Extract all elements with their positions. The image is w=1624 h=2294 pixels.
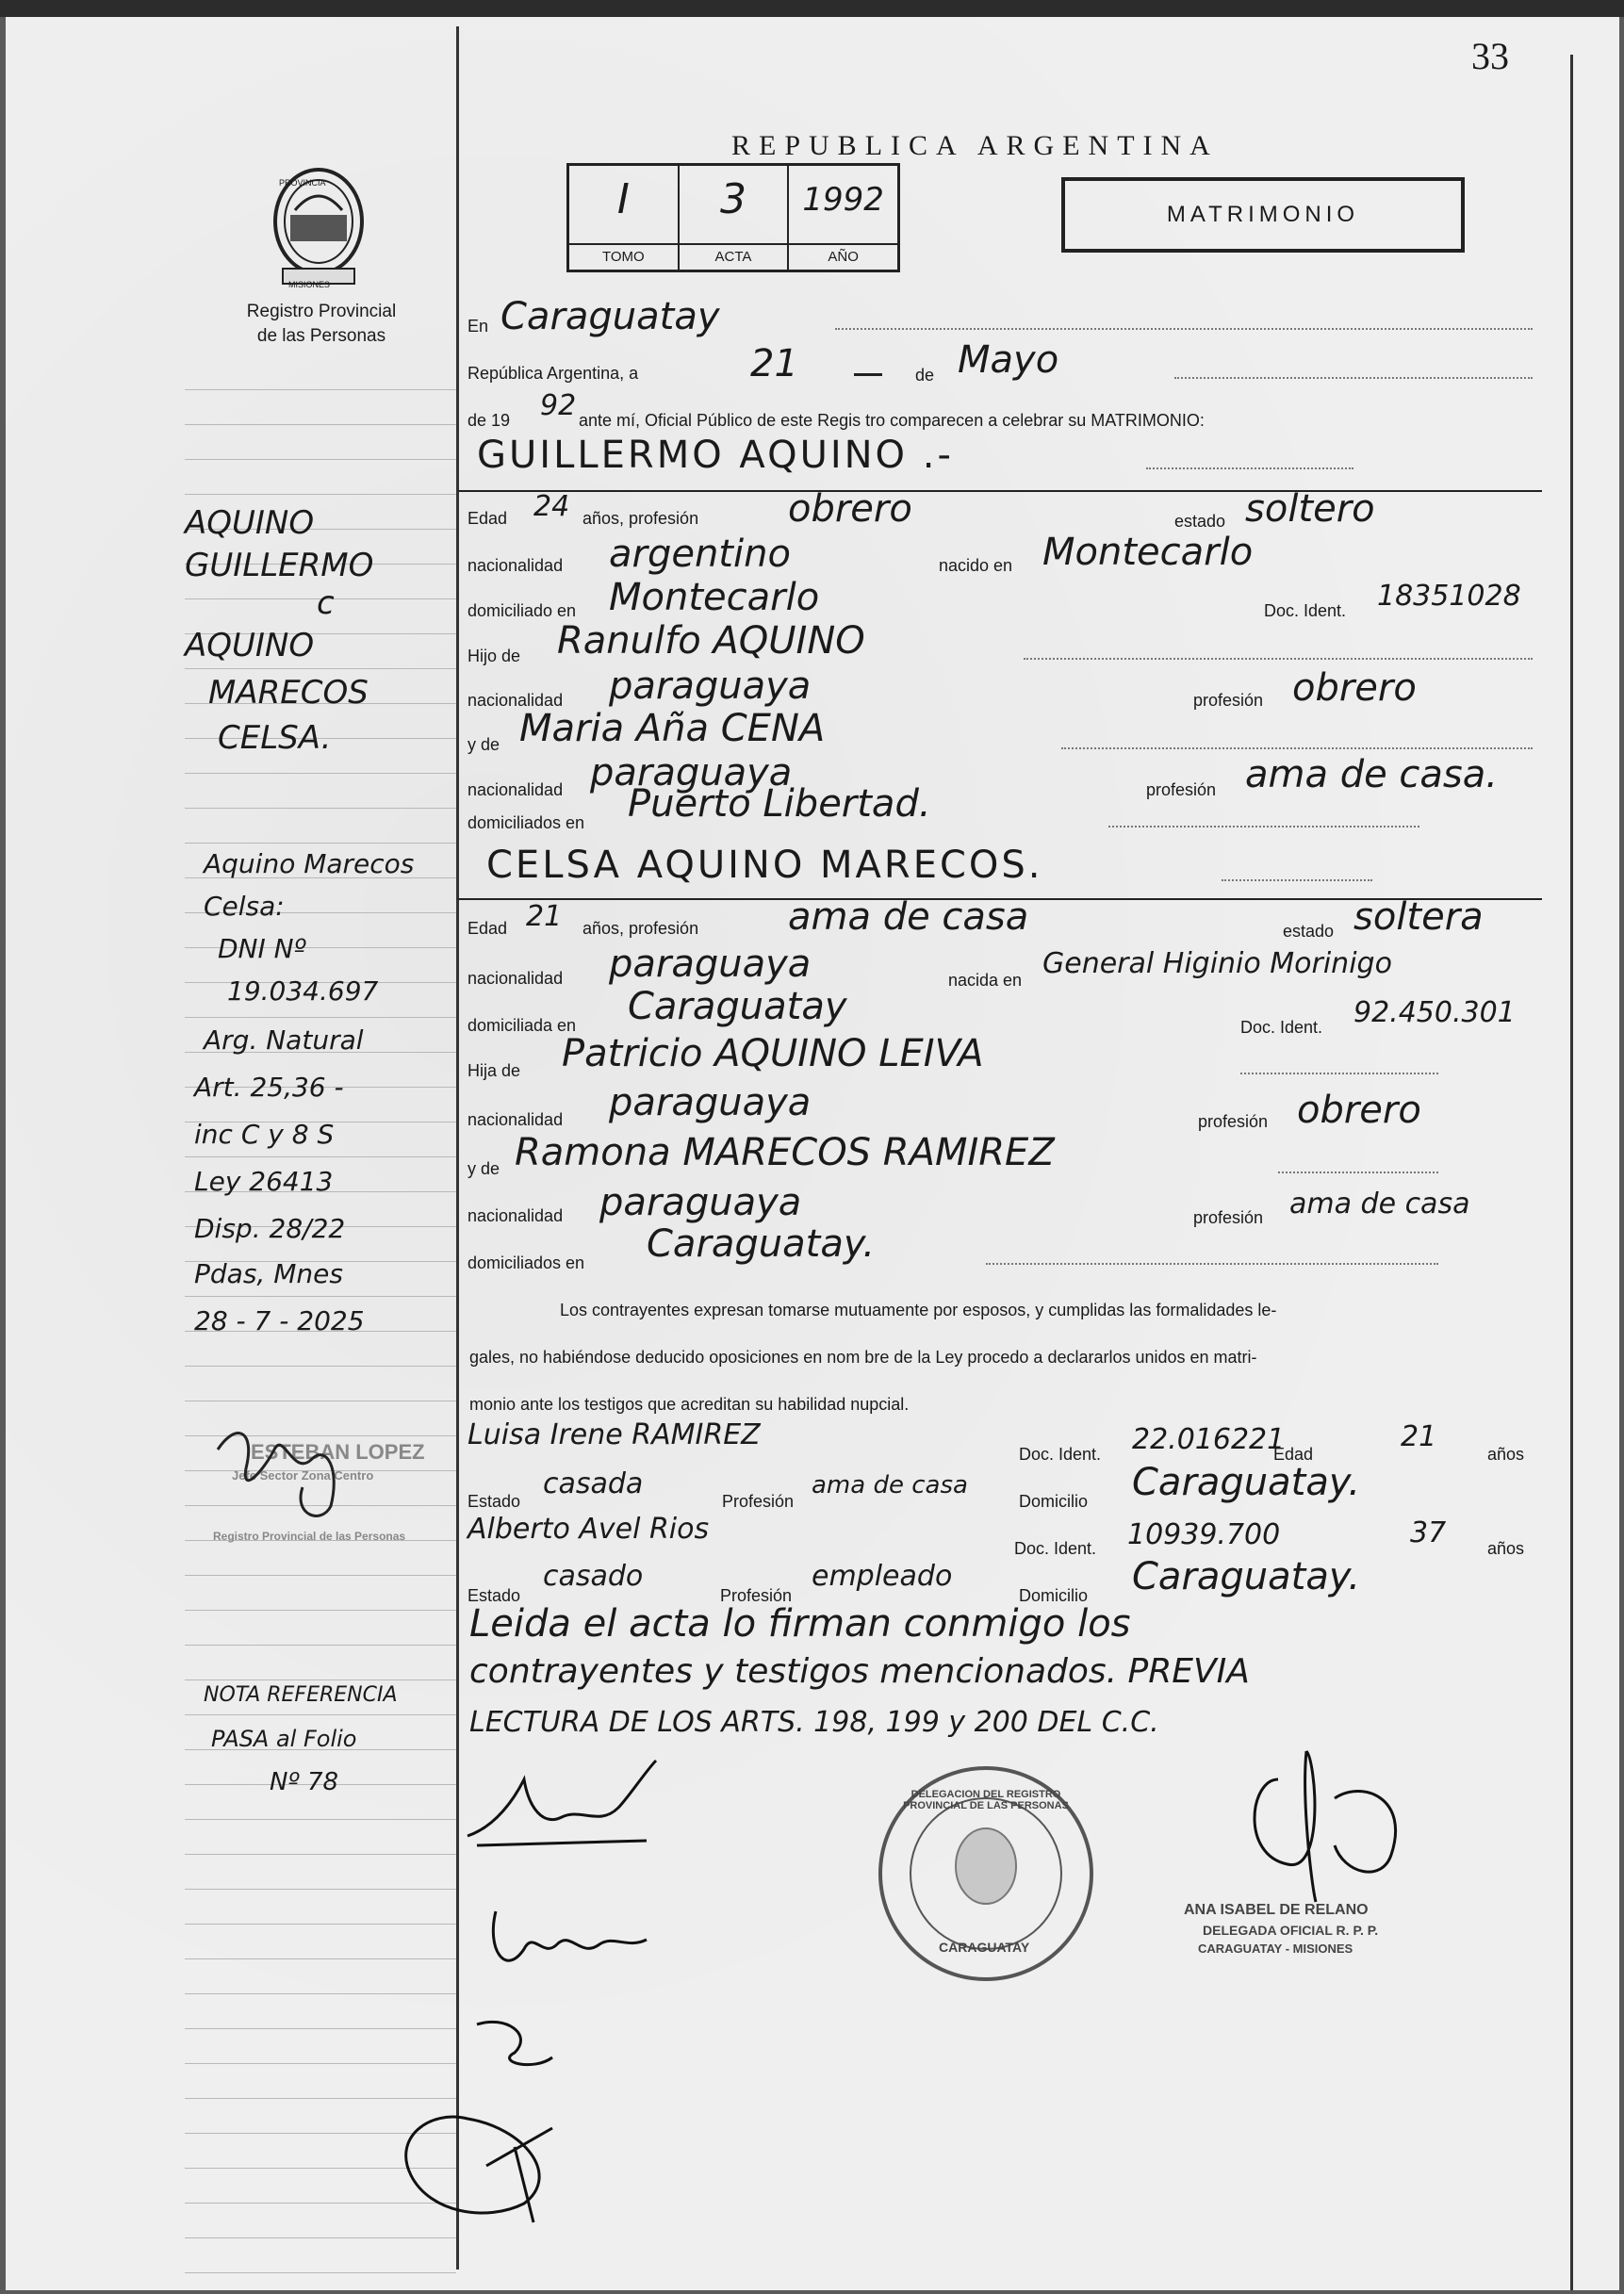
seal-bottom-text: MISIONES	[288, 280, 331, 289]
ruled-line	[185, 808, 456, 809]
margin-stamp-line-1: ESTEBAN LOPEZ	[251, 1440, 425, 1464]
witness1-doc: 22.016221	[1132, 1423, 1286, 1456]
label-nacionalidad: nacionalidad	[468, 1110, 564, 1129]
bride-father-nationality: paraguaya	[609, 1081, 812, 1124]
certificate-type: MATRIMONIO	[1061, 177, 1465, 253]
bride-name: CELSA AQUINO MARECOS.	[486, 844, 1043, 887]
ruled-line	[185, 1958, 456, 1959]
ruled-line	[185, 668, 456, 669]
witness1-profession: ama de casa	[812, 1471, 968, 1499]
dash	[854, 373, 882, 376]
ruled-line	[185, 1819, 456, 1820]
label-estado: Estado	[468, 1492, 521, 1511]
witness2-age: 37	[1410, 1516, 1447, 1549]
right-border	[1570, 55, 1573, 2290]
witness1-domicile: Caraguatay.	[1132, 1461, 1361, 1504]
ano-value: 1992	[802, 181, 884, 219]
note2-line-1: NOTA REFERENCIA	[204, 1683, 398, 1707]
ano-cell	[789, 166, 897, 270]
label-doc-ident: Doc. Ident.	[1014, 1539, 1097, 1558]
label-nacionalidad: nacionalidad	[468, 1206, 564, 1225]
act-year: 92	[540, 389, 577, 422]
closing-line-3: LECTURA DE LOS ARTS. 198, 199 y 200 DEL C.C.	[469, 1706, 1159, 1739]
acta-label: ACTA	[680, 243, 788, 270]
ruled-line	[185, 389, 456, 390]
margin-groom-line-2: GUILLERMO	[185, 547, 374, 584]
registry-office	[204, 300, 439, 349]
bride-parents-domicile: Caraguatay.	[647, 1222, 876, 1266]
groom-mother-profession: ama de casa.	[1245, 753, 1498, 796]
label-y-de: y de	[468, 735, 500, 754]
groom-status: soltero	[1245, 487, 1375, 531]
ruled-line	[185, 843, 456, 844]
label-edad: Edad	[468, 919, 508, 938]
bride-birthplace: General Higinio Morinigo	[1042, 947, 1392, 980]
acta-value: 3	[720, 175, 746, 223]
dotted-line	[1024, 658, 1533, 660]
label-anos-profesion: años, profesión	[582, 919, 699, 938]
tomo-value: I	[616, 175, 630, 223]
groom-father-profession: obrero	[1292, 666, 1417, 710]
bride-status: soltera	[1353, 895, 1484, 939]
label-edad: Edad	[468, 509, 508, 528]
dotted-line	[1222, 879, 1372, 881]
act-place: Caraguatay	[500, 295, 720, 338]
label-y-de: y de	[468, 1159, 500, 1178]
note-line-10: Pdas, Mnes	[194, 1258, 343, 1289]
label-de: de	[915, 366, 935, 385]
groom-signature-icon	[458, 1751, 684, 1864]
bride-profession: ama de casa	[788, 895, 1029, 939]
witness2-profession: empleado	[812, 1560, 953, 1593]
bride-doc: 92.450.301	[1353, 996, 1516, 1029]
country-title: REPUBLICA ARGENTINA	[731, 130, 1219, 161]
label-ante: ante mí, Oficial Público de este Regis tro comparecen a celebrar su MATRIMONIO:	[579, 411, 1205, 430]
ruled-line	[185, 2237, 456, 2238]
groom-domicile: Montecarlo	[609, 576, 820, 619]
label-profesion: profesión	[1193, 691, 1264, 710]
seal-top-text: PROVINCIA	[279, 178, 326, 188]
ruled-line	[185, 1156, 456, 1157]
ruled-line	[185, 424, 456, 425]
seal-ring-text: DELEGACION DEL REGISTRO PROVINCIAL DE LAS PERSONAS	[903, 1789, 1069, 1811]
witness1-name: Luisa Irene RAMIREZ	[468, 1418, 761, 1451]
ano-label: AÑO	[789, 243, 897, 270]
tomo-label: TOMO	[569, 243, 678, 270]
groom-mother: Maria Aña CENA	[519, 707, 826, 750]
witness1-age: 21	[1401, 1420, 1437, 1453]
body-line-3: monio ante los testigos que acreditan su habilidad nupcial.	[469, 1395, 910, 1414]
note2-line-3: Nº 78	[270, 1768, 339, 1796]
dotted-line	[835, 328, 1533, 330]
label-nacionalidad: nacionalidad	[468, 969, 564, 988]
dotted-line	[1146, 467, 1353, 469]
ruled-line	[185, 1296, 456, 1297]
label-anos-profesion: años, profesión	[582, 509, 699, 528]
label-domicilio: Domicilio	[1019, 1492, 1089, 1511]
groom-doc: 18351028	[1377, 580, 1521, 613]
closing-line-2: contrayentes y testigos mencionados. PREVIA	[469, 1652, 1250, 1691]
official-stamp-line-1: ANA ISABEL DE RELANO	[1184, 1902, 1369, 1918]
ruled-line	[185, 1889, 456, 1890]
witness2-status: casado	[543, 1560, 644, 1593]
ruled-line	[185, 1610, 456, 1611]
groom-age: 24	[533, 490, 570, 523]
margin-bride-line-3: CELSA.	[218, 719, 332, 757]
margin-divider	[456, 26, 459, 2269]
groom-father: Ranulfo AQUINO	[557, 619, 865, 663]
label-profesion: profesión	[1193, 1208, 1264, 1227]
note-line-11: 28 - 7 - 2025	[194, 1305, 365, 1336]
dotted-line	[1240, 1073, 1438, 1074]
margin-stamp-line-3: Registro Provincial de las Personas	[213, 1530, 406, 1543]
dotted-line	[986, 1263, 1438, 1265]
ruled-line	[185, 1924, 456, 1925]
ruled-line	[185, 1645, 456, 1646]
label-profesion: profesión	[1146, 780, 1217, 799]
note-line-3: DNI Nº	[218, 933, 306, 964]
label-domiciliado-en: domiciliado en	[468, 601, 577, 620]
dotted-line	[1061, 747, 1533, 749]
act-month: Mayo	[958, 338, 1059, 382]
seal-center-text: CARAGUATAY	[939, 1940, 1030, 1955]
note-line-5: Arg. Natural	[204, 1024, 364, 1056]
note2-line-2: PASA al Folio	[211, 1726, 357, 1752]
bride-domicile: Caraguatay	[628, 985, 847, 1028]
dotted-line	[1174, 377, 1533, 379]
ruled-line	[185, 1993, 456, 1994]
groom-birthplace: Montecarlo	[1042, 531, 1254, 574]
official-signature-icon	[1222, 1742, 1448, 1911]
note-line-9: Disp. 28/22	[194, 1213, 346, 1244]
label-doc-ident: Doc. Ident.	[1240, 1018, 1323, 1037]
margin-signature-icon	[199, 1412, 387, 1534]
margin-stamp-line-2: Jefe Sector Zona Centro	[232, 1468, 374, 1483]
margin-bride-line-2: MARECOS	[208, 674, 369, 712]
official-stamp-line-2: DELEGADA OFICIAL R. P. P.	[1203, 1923, 1379, 1938]
witness2-domicile: Caraguatay.	[1132, 1555, 1361, 1598]
official-stamp-line-3: CARAGUATAY - MISIONES	[1198, 1942, 1353, 1956]
act-day: 21	[750, 342, 798, 385]
dotted-line	[1108, 826, 1419, 827]
ruled-line	[185, 1366, 456, 1367]
label-nacionalidad: nacionalidad	[468, 691, 564, 710]
label-domiciliados-en: domiciliados en	[468, 1254, 585, 1272]
note-line-2: Celsa:	[204, 891, 285, 922]
groom-father-nationality: paraguaya	[609, 664, 812, 708]
ruled-line	[185, 459, 456, 460]
bride-mother-nationality: paraguaya	[599, 1181, 802, 1224]
witness-signatures-icon	[373, 2006, 637, 2232]
label-republica: República Argentina, a	[468, 364, 639, 383]
label-doc-ident: Doc. Ident.	[1264, 601, 1347, 620]
groom-mother-nationality: paraguaya	[590, 751, 793, 795]
scan-top-edge	[0, 0, 1624, 17]
ruled-line	[185, 2272, 456, 2273]
note-line-1: Aquino Marecos	[204, 848, 415, 879]
body-line-1: Los contrayentes expresan tomarse mutuamente por esposos, y cumplidas las formalidades le-	[560, 1301, 1277, 1319]
label-nacionalidad: nacionalidad	[468, 780, 564, 799]
body-line-2: gales, no habiéndose deducido oposiciones en nom bre de la Ley procedo a declararlos unidos en matri-	[469, 1348, 1257, 1367]
section-divider	[458, 490, 1542, 492]
label-hija-de: Hija de	[468, 1061, 521, 1080]
label-nacionalidad: nacionalidad	[468, 556, 564, 575]
closing-line-1: Leida el acta lo firman conmigo los	[469, 1602, 1131, 1646]
bride-mother-profession: ama de casa	[1289, 1188, 1470, 1221]
ruled-line	[185, 1575, 456, 1576]
label-de19: de 19	[468, 411, 511, 430]
ruled-line	[185, 1854, 456, 1855]
label-domiciliada-en: domiciliada en	[468, 1016, 577, 1035]
registry-box	[566, 163, 900, 272]
label-edad: Edad	[1273, 1445, 1314, 1464]
label-domiciliados-en: domiciliados en	[468, 813, 585, 832]
ruled-line	[185, 1017, 456, 1018]
witness2-doc: 10939.700	[1127, 1518, 1281, 1551]
label-profesion: Profesión	[720, 1586, 793, 1605]
groom-name: GUILLERMO AQUINO .-	[477, 434, 954, 477]
label-profesion: Profesión	[722, 1492, 795, 1511]
witness1-status: casada	[543, 1467, 644, 1500]
label-doc-ident: Doc. Ident.	[1019, 1445, 1102, 1464]
label-hijo-de: Hijo de	[468, 647, 521, 665]
bride-signature-icon	[468, 1893, 675, 1996]
label-en: En	[468, 317, 489, 336]
margin-bride-line-1: AQUINO	[185, 627, 315, 664]
groom-parents-domicile: Puerto Libertad.	[628, 782, 931, 826]
bride-mother: Ramona MARECOS RAMIREZ	[515, 1131, 1055, 1174]
witness2-name: Alberto Avel Rios	[468, 1513, 710, 1546]
bride-nationality: paraguaya	[609, 942, 812, 986]
note-line-8: Ley 26413	[194, 1166, 334, 1197]
bride-father-profession: obrero	[1297, 1089, 1421, 1132]
bride-father: Patricio AQUINO LEIVA	[562, 1032, 984, 1075]
note-line-7: inc C y 8 S	[194, 1119, 335, 1150]
acta-cell	[680, 166, 790, 270]
label-nacida-en: nacida en	[948, 971, 1023, 990]
note-line-4: 19.034.697	[227, 975, 379, 1007]
note-line-6: Art. 25,36 -	[194, 1072, 344, 1103]
certificate-page	[6, 17, 1619, 2290]
dotted-line	[1278, 1172, 1438, 1173]
bride-age: 21	[526, 900, 563, 933]
tomo-cell	[569, 166, 680, 270]
groom-nationality: argentino	[609, 533, 791, 576]
margin-groom-line-3: c	[317, 584, 335, 622]
ruled-line	[185, 1714, 456, 1715]
margin-groom-line-1: AQUINO	[185, 504, 315, 542]
ruled-line	[185, 773, 456, 774]
label-anos: años	[1487, 1539, 1525, 1558]
registry-line-2: de las Personas	[256, 326, 386, 346]
label-nacido-en: nacido en	[939, 556, 1013, 575]
page-number: 33	[1471, 35, 1509, 77]
registry-line-1: Registro Provincial	[246, 302, 397, 321]
label-estado: estado	[1174, 512, 1226, 531]
label-profesion: profesión	[1198, 1112, 1269, 1131]
label-domicilio: Domicilio	[1019, 1586, 1089, 1605]
label-estado: estado	[1283, 922, 1335, 941]
groom-profession: obrero	[788, 487, 912, 531]
label-estado: Estado	[468, 1586, 521, 1605]
label-anos: años	[1487, 1445, 1525, 1464]
ruled-line	[185, 494, 456, 495]
